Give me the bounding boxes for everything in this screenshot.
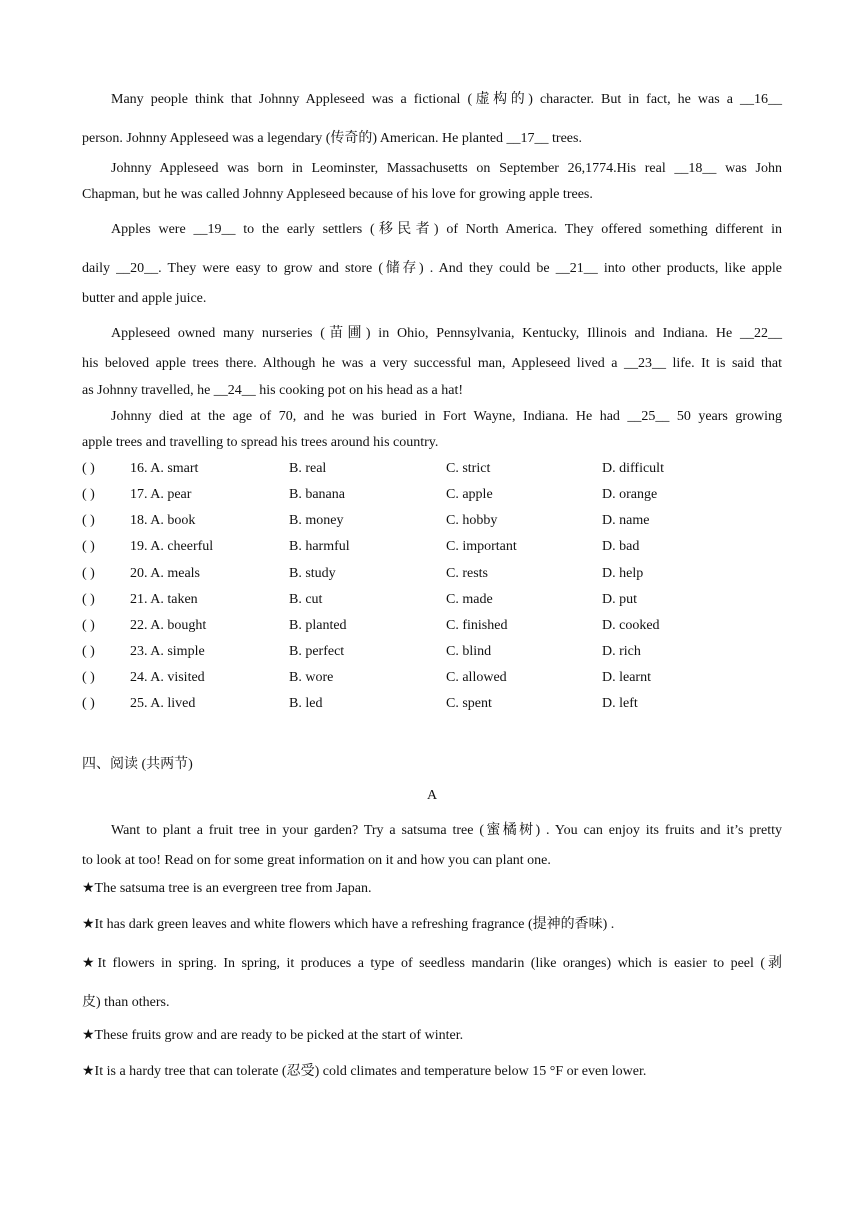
option-a: 20. A. meals bbox=[130, 566, 200, 581]
passage-line: Johnny Appleseed was born in Leominster, Massachusetts on September 26,1774.His real __18__ was John bbox=[111, 161, 782, 176]
question-row bbox=[82, 566, 782, 586]
passage-line: as Johnny travelled, he __24__ his cooking pot on his head as a hat! bbox=[82, 383, 464, 398]
option-d: D. difficult bbox=[602, 461, 664, 476]
bullet-item: ★It has dark green leaves and white flowers which have a refreshing fragrance (提神的香味) . bbox=[82, 917, 615, 932]
option-c: C. made bbox=[446, 592, 493, 607]
bullet-item: ★It flowers in spring. In spring, it produces a type of seedless mandarin (like oranges) which is easier to peel (剥 bbox=[82, 956, 782, 971]
answer-blank[interactable]: ( ) bbox=[82, 513, 95, 528]
bullet-item: ★The satsuma tree is an evergreen tree from Japan. bbox=[82, 881, 372, 896]
passage-line: daily __20__. They were easy to grow and store (储存) . And they could be __21__ into other products, like apple bbox=[82, 261, 782, 276]
option-d: D. name bbox=[602, 513, 650, 528]
option-a: 25. A. lived bbox=[130, 696, 196, 711]
option-b: B. led bbox=[289, 696, 323, 711]
option-a: 19. A. cheerful bbox=[130, 539, 214, 554]
option-a: 21. A. taken bbox=[130, 592, 198, 607]
question-row bbox=[82, 592, 782, 612]
bullet-item: ★It is a hardy tree that can tolerate (忍受) cold climates and temperature below 15 °F or even lower. bbox=[82, 1064, 647, 1079]
option-c: C. rests bbox=[446, 566, 488, 581]
option-c: C. strict bbox=[446, 461, 491, 476]
part-label: A bbox=[426, 788, 438, 803]
section-heading: 四、阅读 (共两节) bbox=[82, 757, 193, 772]
option-b: B. perfect bbox=[289, 644, 345, 659]
option-c: C. allowed bbox=[446, 670, 507, 685]
option-b: B. banana bbox=[289, 487, 345, 502]
option-d: D. learnt bbox=[602, 670, 651, 685]
option-c: C. important bbox=[446, 539, 517, 554]
passage-line: to look at too! Read on for some great information on it and how you can plant one. bbox=[82, 853, 551, 868]
option-b: B. real bbox=[289, 461, 327, 476]
option-b: B. harmful bbox=[289, 539, 350, 554]
option-a: 24. A. visited bbox=[130, 670, 205, 685]
question-row bbox=[82, 670, 782, 690]
passage-line: Many people think that Johnny Appleseed was a fictional (虚构的) character. But in fact, he was a __16__ bbox=[111, 92, 782, 107]
option-d: D. help bbox=[602, 566, 644, 581]
option-c: C. hobby bbox=[446, 513, 498, 528]
question-row bbox=[82, 487, 782, 507]
passage-line: his beloved apple trees there. Although he was a very successful man, Appleseed lived a __23__ life. It is said that bbox=[82, 356, 782, 371]
question-row bbox=[82, 618, 782, 638]
question-row bbox=[82, 461, 782, 481]
option-c: C. blind bbox=[446, 644, 492, 659]
option-a: 22. A. bought bbox=[130, 618, 207, 633]
answer-blank[interactable]: ( ) bbox=[82, 539, 95, 554]
option-a: 23. A. simple bbox=[130, 644, 205, 659]
option-a: 17. A. pear bbox=[130, 487, 192, 502]
passage-line: Want to plant a fruit tree in your garden? Try a satsuma tree (蜜橘树) . You can enjoy its fruits and it’s pretty bbox=[111, 823, 782, 838]
passage-line: butter and apple juice. bbox=[82, 291, 207, 306]
passage-line: Appleseed owned many nurseries (苗圃) in Ohio, Pennsylvania, Kentucky, Illinois and Indiana. He __22__ bbox=[111, 326, 782, 341]
answer-blank[interactable]: ( ) bbox=[82, 461, 95, 476]
answer-blank[interactable]: ( ) bbox=[82, 644, 95, 659]
passage-line: Apples were __19__ to the early settlers (移民者) of North America. They offered something different in bbox=[111, 222, 782, 237]
question-row bbox=[82, 539, 782, 559]
question-row bbox=[82, 696, 782, 716]
answer-blank[interactable]: ( ) bbox=[82, 487, 95, 502]
option-d: D. put bbox=[602, 592, 637, 607]
answer-blank[interactable]: ( ) bbox=[82, 566, 95, 581]
option-c: C. apple bbox=[446, 487, 493, 502]
question-row bbox=[82, 513, 782, 533]
option-c: C. finished bbox=[446, 618, 508, 633]
option-b: B. cut bbox=[289, 592, 323, 607]
answer-blank[interactable]: ( ) bbox=[82, 696, 95, 711]
bullet-item: 皮) than others. bbox=[82, 995, 170, 1010]
passage-line: Johnny died at the age of 70, and he was buried in Fort Wayne, Indiana. He had __25__ 50 years growing bbox=[111, 409, 782, 424]
passage-line: apple trees and travelling to spread his trees around his country. bbox=[82, 435, 439, 450]
answer-blank[interactable]: ( ) bbox=[82, 592, 95, 607]
option-d: D. orange bbox=[602, 487, 658, 502]
option-d: D. bad bbox=[602, 539, 640, 554]
bullet-item: ★These fruits grow and are ready to be picked at the start of winter. bbox=[82, 1028, 464, 1043]
option-b: B. money bbox=[289, 513, 344, 528]
option-b: B. study bbox=[289, 566, 336, 581]
question-row bbox=[82, 644, 782, 664]
answer-blank[interactable]: ( ) bbox=[82, 670, 95, 685]
option-d: D. rich bbox=[602, 644, 641, 659]
option-d: D. cooked bbox=[602, 618, 660, 633]
option-b: B. wore bbox=[289, 670, 334, 685]
option-d: D. left bbox=[602, 696, 638, 711]
option-b: B. planted bbox=[289, 618, 347, 633]
option-c: C. spent bbox=[446, 696, 492, 711]
passage-line: person. Johnny Appleseed was a legendary (传奇的) American. He planted __17__ trees. bbox=[82, 131, 582, 146]
option-a: 16. A. smart bbox=[130, 461, 199, 476]
option-a: 18. A. book bbox=[130, 513, 196, 528]
answer-blank[interactable]: ( ) bbox=[82, 618, 95, 633]
passage-line: Chapman, but he was called Johnny Appleseed because of his love for growing apple trees. bbox=[82, 187, 593, 202]
